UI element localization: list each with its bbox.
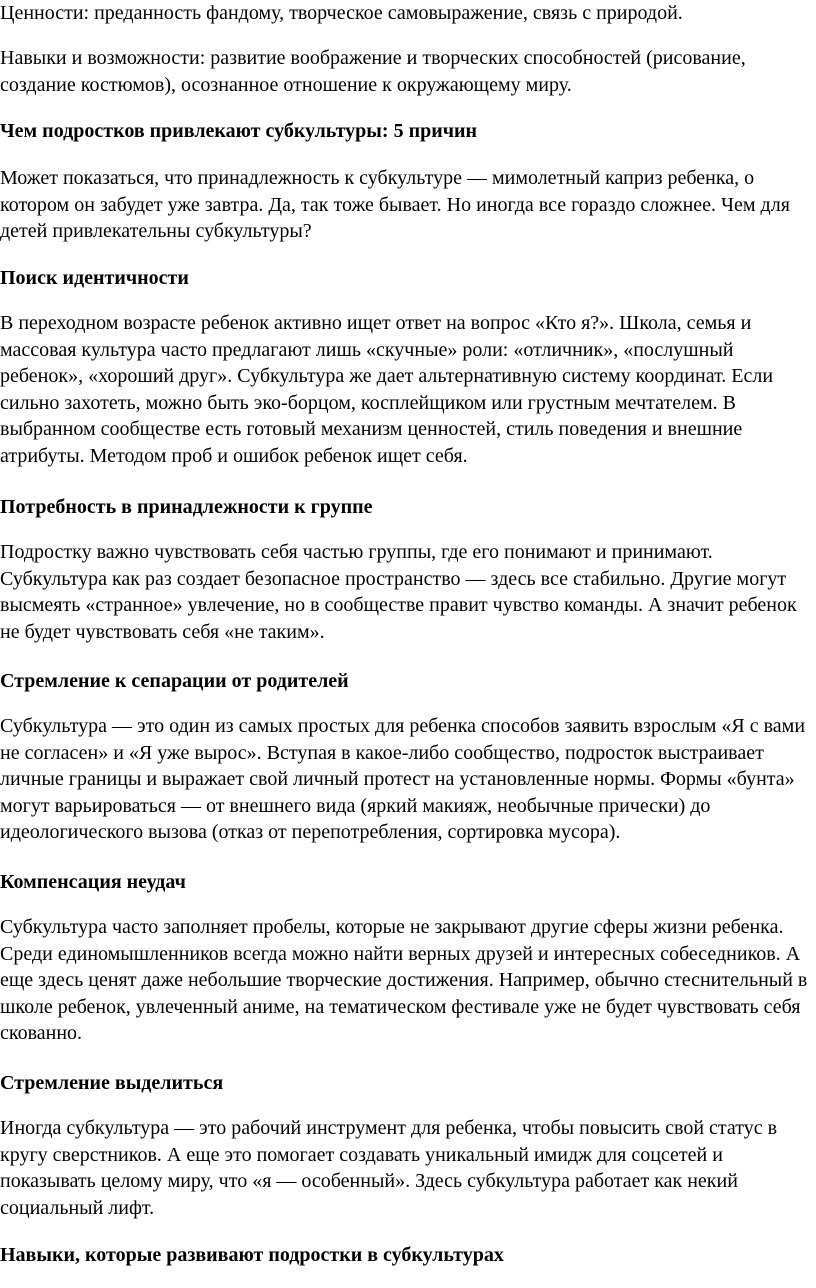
heading-skills: Навыки, которые развивают подростки в субкультурах [0, 1244, 504, 1266]
stand-out-paragraph: Иногда субкультура — это рабочий инструмент для ребенка, чтобы повысить свой статус в кругу сверстников. А еще это помогает создавать уникальный имидж для соцсетей и показывать целому миру, что «я — особенный». Здесь субкультура работает как некий социальный лифт. [0, 1117, 778, 1219]
identity-paragraph: В переходном возрасте ребенок активно ищет ответ на вопрос «Кто я?». Школа, семья и массовая культура часто предлагают лишь «скучные» роли: «отличник», «послушный ребенок», «хороший друг». Субкультура же дает альтернативную систему координат. Если сильно захотеть, можно быть эко-борцом, косплейщиком или грустным мечтателем. В выбранном сообществе есть готовый механизм ценностей, стиль поведения и внешние атрибуты. Методом проб и ошибок ребенок ищет себя. [0, 312, 774, 467]
section-heading-reasons: Чем подростков привлекают субкультуры: 5 причин [0, 120, 478, 142]
skills-paragraph: Навыки и возможности: развитие воображение и творческих способностей (рисование, создание костюмов), осознанное отношение к окружающему миру. [0, 47, 746, 96]
intro-paragraph: Может показаться, что принадлежность к субкультуре — мимолетный каприз ребенка, о котором он забудет уже завтра. Да, так тоже бывает. Но иногда все гораздо сложнее. Чем для детей привлекательны субкультуры? [0, 167, 790, 242]
heading-identity-search: Поиск идентичности [0, 267, 189, 289]
values-paragraph: Ценности: преданность фандому, творческое самовыражение, связь с природой. [0, 2, 683, 24]
group-paragraph: Подростку важно чувствовать себя частью группы, где его понимают и принимают. Субкультура как раз создает безопасное пространство — здесь все стабильно. Другие могут высмеять «странное» увлечение, но в сообществе правит чувство команды. А значит ребенок не будет чувствовать себя «не таким». [0, 541, 797, 643]
heading-separation: Стремление к сепарации от родителей [0, 670, 349, 692]
heading-compensation: Компенсация неудач [0, 871, 186, 893]
heading-group-belonging: Потребность в принадлежности к группе [0, 496, 373, 518]
compensation-paragraph: Субкультура часто заполняет пробелы, которые не закрывают другие сферы жизни ребенка. Среди единомышленников всегда можно найти верных друзей и интересных собеседников. А еще здесь ценят даже небольшие творческие достижения. Например, обычно стеснительный в школе ребенок, увлеченный аниме, на тематическом фестивале уже не будет чувствовать себя скованно. [0, 916, 808, 1044]
separation-paragraph: Субкультура — это один из самых простых для ребенка способов заявить взрослым «Я с вами не согласен» и «Я уже вырос». Вступая в какое-либо сообщество, подросток выстраивает личные границы и выражает свой личный протест на установленные нормы. Формы «бунта» могут варьироваться — от внешнего вида (яркий макияж, необычные прически) до идеологического вызова (отказ от перепотребления, сортировка мусора). [0, 715, 806, 843]
heading-stand-out: Стремление выделиться [0, 1072, 224, 1094]
